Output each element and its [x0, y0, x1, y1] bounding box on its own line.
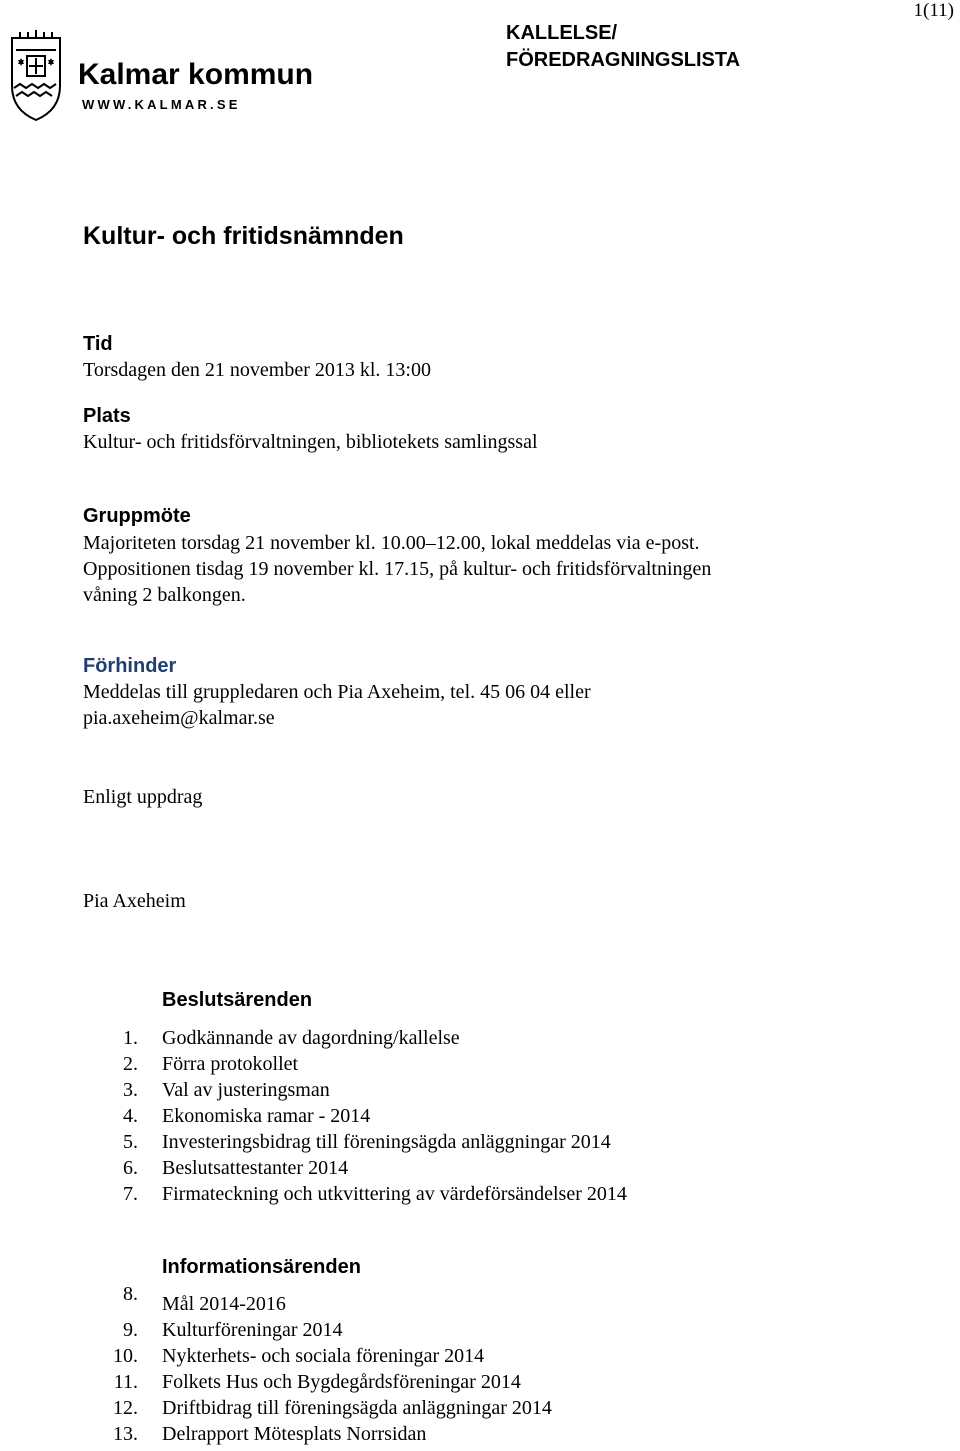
forhinder-email: pia.axeheim@kalmar.se [83, 707, 275, 729]
agenda-item-number: 3. [123, 1079, 138, 1101]
agenda-item-text: Mål 2014-2016 [162, 1293, 286, 1315]
enligt-uppdrag: Enligt uppdrag [83, 786, 203, 808]
agenda-item-number: 13. [113, 1423, 138, 1445]
forhinder-line-1: Meddelas till gruppledaren och Pia Axeheim, tel. 45 06 04 eller [83, 681, 591, 703]
signatory-name: Pia Axeheim [83, 890, 186, 912]
kalmar-kommun-logo [6, 30, 316, 122]
committee-title: Kultur- och fritidsnämnden [83, 222, 404, 250]
agenda-item-text: Nykterhets- och sociala föreningar 2014 [162, 1345, 485, 1367]
plats-text: Kultur- och fritidsförvaltningen, bibliotekets samlingssal [83, 431, 538, 453]
agenda-item-text: Val av justeringsman [162, 1079, 330, 1101]
agenda-item-text: Ekonomiska ramar - 2014 [162, 1105, 371, 1127]
agenda-item-number: 2. [123, 1053, 138, 1075]
agenda-item-number: 7. [123, 1183, 138, 1205]
agenda-item-number: 4. [123, 1105, 138, 1127]
agenda-item-text: Folkets Hus och Bygdegårdsföreningar 2014 [162, 1371, 521, 1393]
agenda-item-number: 5. [123, 1131, 138, 1153]
svg-text:WWW.KALMAR.SE: WWW.KALMAR.SE [82, 97, 241, 112]
agenda-item-number: 12. [113, 1397, 138, 1419]
agenda-item-text: Driftbidrag till föreningsägda anläggningar 2014 [162, 1397, 552, 1419]
agenda-item-number: 1. [123, 1027, 138, 1049]
document-type-line-1: KALLELSE/ [506, 22, 618, 44]
beslutsarenden-heading: Beslutsärenden [162, 989, 313, 1011]
gruppmote-line-2: Oppositionen tisdag 19 november kl. 17.15, på kultur- och fritidsförvaltningen [83, 558, 712, 580]
gruppmote-heading: Gruppmöte [83, 505, 191, 527]
agenda-item-number: 10. [113, 1345, 138, 1367]
tid-heading: Tid [83, 333, 113, 355]
agenda-item-text: Godkännande av dagordning/kallelse [162, 1027, 460, 1049]
plats-heading: Plats [83, 405, 131, 427]
agenda-item-number: 11. [113, 1371, 138, 1393]
svg-text:Kalmar kommun: Kalmar kommun [78, 58, 314, 91]
agenda-item-number: 9. [123, 1319, 138, 1341]
agenda-item-text: Delrapport Mötesplats Norrsidan [162, 1423, 427, 1445]
gruppmote-line-1: Majoriteten torsdag 21 november kl. 10.00–12.00, lokal meddelas via e-post. [83, 532, 700, 554]
informationsarenden-heading: Informationsärenden [162, 1256, 361, 1278]
coat-of-arms-icon [6, 30, 316, 122]
agenda-item-text: Firmateckning och utkvittering av värdeförsändelser 2014 [162, 1183, 627, 1205]
agenda-item-text: Investeringsbidrag till föreningsägda anläggningar 2014 [162, 1131, 611, 1153]
gruppmote-line-3: våning 2 balkongen. [83, 584, 246, 606]
tid-text: Torsdagen den 21 november 2013 kl. 13:00 [83, 359, 431, 381]
forhinder-heading: Förhinder [83, 655, 177, 677]
page-number: 1(11) [913, 0, 954, 21]
agenda-item-text: Beslutsattestanter 2014 [162, 1157, 349, 1179]
agenda-item-text: Förra protokollet [162, 1053, 299, 1075]
agenda-item-number: 8. [123, 1283, 138, 1305]
agenda-item-number: 6. [123, 1157, 138, 1179]
document-type-line-2: FÖREDRAGNINGSLISTA [506, 49, 741, 71]
agenda-item-text: Kulturföreningar 2014 [162, 1319, 343, 1341]
